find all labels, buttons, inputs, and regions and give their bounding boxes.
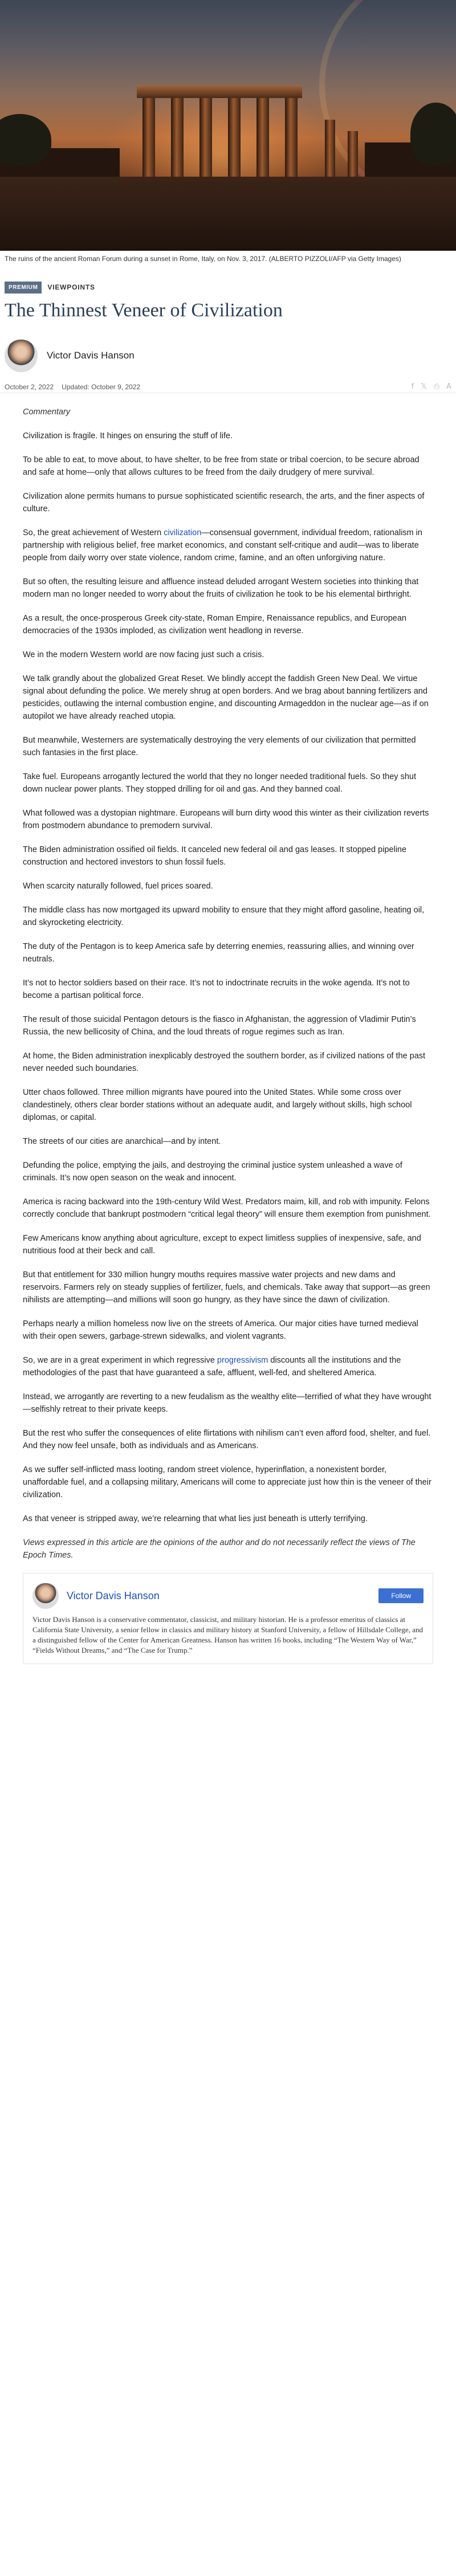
paragraph: The duty of the Pentagon is to keep America safe by deterring enemies, reassuring allies, and winning over neutrals.	[23, 942, 414, 964]
paragraph-text: So, the great achievement of Western	[23, 528, 164, 537]
bio-header	[32, 1583, 424, 1609]
ruin-column	[256, 98, 269, 182]
paragraph: But meanwhile, Westerners are systematically destroying the very elements of our civilization that permitted such fantasies in the first place.	[23, 736, 416, 757]
paragraph-text: So, we are in a great experiment in which regressive	[23, 1356, 217, 1365]
hero-caption: The ruins of the ancient Roman Forum during a sunset in Rome, Italy, on Nov. 3, 2017. (ALBERTO PIZZOLI/AFP via Getty Images)	[5, 255, 401, 263]
article-tags	[0, 275, 456, 294]
paragraph: Civilization is fragile. It hinges on ensuring the stuff of life.	[23, 431, 233, 441]
paragraph: But the rest who suffer the consequences of elite flirtations with nihilism can’t even afford food, shelter, and fuel. And they now feel unsafe, both as individuals and as Americans.	[23, 1429, 431, 1450]
paragraph: As we suffer self-inflicted mass looting, random street violence, hyperinflation, a nonexistent border, unaffordable fuel, and a collapsing military, Americans will come to appreciate just how thin is the veneer of their civilization.	[23, 1465, 431, 1499]
ruin-column	[348, 131, 358, 182]
avatar[interactable]	[32, 1583, 59, 1609]
tree-silhouette	[410, 103, 456, 165]
ruin-column	[171, 98, 184, 182]
paragraph: Take fuel. Europeans arrogantly lectured the world that they no longer needed traditional fuels. So they shut down nuclear power plants. They stopped drilling for oil and gas. And they banned coal.	[23, 772, 416, 794]
section-link[interactable]: VIEWPOINTS	[47, 283, 95, 291]
article-title: The Thinnest Veneer of Civilization	[5, 300, 283, 321]
paragraph: The middle class has now mortgaged its upward mobility to ensure that they might afford gasoline, heating oil, and skyrocketing electricity.	[23, 906, 425, 927]
tree-silhouette	[0, 114, 51, 165]
share-toolbar	[412, 382, 451, 391]
article-dates	[5, 383, 140, 391]
author-byline[interactable]	[0, 329, 456, 376]
paragraph: We in the modern Western world are now facing just such a crisis.	[23, 650, 264, 659]
article-meta	[0, 376, 456, 393]
ruin-column	[228, 98, 241, 182]
ruin-column	[142, 98, 155, 182]
paragraph-text: —consensual government, individual freedom, rationalism in partnership with religious belief, free market economics, and constant self-critique and audit—was to liberate people from daily worry over state violence, random crime, famine, and an often unforgiving nature.	[23, 528, 422, 563]
published-date: October 2, 2022	[5, 382, 54, 391]
print-icon[interactable]: ⎙	[433, 382, 440, 391]
paragraph: We talk grandly about the globalized Great Reset. We blindly accept the faddish Green New Deal. We virtue signal about defunding the police. We merely shrug at open borders. And we brag about banning fertilizers and pesticides, outlawing the internal combustion engine, and discounting Armageddon in the nuclear age—as if on autopilot we have already reached utopia.	[23, 674, 429, 721]
author-bio-card	[23, 1573, 433, 1664]
paragraph: But so often, the resulting leisure and affluence instead deluded arrogant Western societies into thinking that modern man no longer needed to worry about the fruits of civilization he took to be his elemental birthright.	[23, 577, 419, 599]
paragraph-text: discounts all the institutions and the methodologies of the past that have guaranteed a safe, affluent, well-fed, and sheltered America.	[23, 1356, 401, 1377]
paragraph: America is racing backward into the 19th-century Wild West. Predators maim, kill, and rob with impunity. Felons correctly conclude that bankrupt postmodern “critical legal theory” will ensure them exemption from punishment.	[23, 1197, 431, 1219]
temple-entablature	[137, 85, 302, 98]
paragraph: At home, the Biden administration inexplicably destroyed the southern border, as if civilized nations of the past never needed such boundaries.	[23, 1051, 426, 1073]
paragraph-with-link	[23, 527, 433, 564]
disclaimer: Views expressed in this article are the opinions of the author and do not necessarily reflect the views of The Epoch Times.	[23, 1538, 416, 1560]
paragraph: Few Americans know anything about agriculture, except to expect limitless supplies of inexpensive, safe, and nutritious food at their beck and call.	[23, 1234, 421, 1256]
paragraph-with-link	[23, 1354, 433, 1379]
paragraph: As a result, the once-prosperous Greek city-state, Roman Empire, Renaissance republics, and European democracies of the 1930s imploded, as civilization went headlong in reverse.	[23, 614, 406, 635]
paragraph: Perhaps nearly a million homeless now live on the streets of America. Our major cities have turned medieval with their open sewers, garbage-strewn sidewalks, and violent vagrants.	[23, 1319, 418, 1341]
paragraph: What followed was a dystopian nightmare. Europeans will burn dirty wood this winter as their civilization reverts from postmodern abundance to premodern survival.	[23, 809, 429, 830]
paragraph: Civilization alone permits humans to pursue sophisticated scientific research, the arts, and the finer aspects of culture.	[23, 492, 425, 513]
bio-text: Victor Davis Hanson is a conservative commentator, classicist, and military historian. He is a professor emeritus of classics at California State University, a senior fellow in classics and military history at Stanford University, a fellow of Hillsdale College, and a distinguished fellow of the Center for American Greatness. Hanson has written 16 books, including “The Western Way of War,” “Fields Without Dreams,” and “The Case for Trump.”	[32, 1615, 423, 1654]
paragraph: It’s not to hector soldiers based on their race. It’s not to indoctrinate recruits in the woke agenda. It’s not to become a partisan political force.	[23, 979, 410, 1000]
paragraph: The Biden administration ossified oil fields. It canceled new federal oil and gas leases. It stopped pipeline construction and hectored investors to shun fossil fuels.	[23, 845, 407, 867]
civilization-link[interactable]: civilization	[164, 528, 202, 537]
progressivism-link[interactable]: progressivism	[217, 1356, 268, 1365]
bio-author-name[interactable]: Victor Davis Hanson	[67, 1589, 160, 1601]
twitter-icon[interactable]: 𝕏	[421, 382, 427, 391]
paragraph: When scarcity naturally followed, fuel prices soared.	[23, 882, 213, 891]
hero-image	[0, 0, 456, 251]
paragraph: Instead, we arrogantly are reverting to a new feudalism as the wealthy elite—terrified of what they have wrought—selfishly retreat to their private keeps.	[23, 1392, 431, 1414]
author-name[interactable]: Victor Davis Hanson	[47, 350, 135, 361]
font-size-icon[interactable]: A	[446, 382, 451, 391]
paragraph: Defunding the police, emptying the jails, and destroying the criminal justice system unleashed a wave of criminals. It’s now open season on the weak and innocent.	[23, 1161, 402, 1183]
paragraph: The result of those suicidal Pentagon detours is the fiasco in Afghanistan, the aggression of Vladimir Putin’s Russia, the new bellicosity of China, and the loud threats of rogue regimes such as Iran.	[23, 1015, 416, 1037]
paragraph: As that veneer is stripped away, we’re relearning that what lies just beneath is utterly terrifying.	[23, 1514, 368, 1523]
article-label: Commentary	[23, 407, 70, 417]
ruin-column	[199, 98, 212, 182]
article-body	[0, 393, 456, 1562]
premium-badge[interactable]: PREMIUM	[5, 282, 42, 294]
paragraph: The streets of our cities are anarchical—and by intent.	[23, 1137, 221, 1146]
paragraph: But that entitlement for 330 million hungry mouths requires massive water projects and new dams and reservoirs. Farmers rely on steady supplies of fertilizer, fuels, and chemicals. Take away that support—as green nihilists are attempting—and millions will soon go hungry, as they have since the dawn of civilization.	[23, 1270, 430, 1305]
forum-ground	[0, 177, 456, 251]
follow-button[interactable]: Follow	[378, 1588, 424, 1603]
paragraph: To be able to eat, to move about, to have shelter, to be free from state or tribal coercion, to be secure abroad and safe at home—only that allows cultures to be freed from the daily drudgery of mere survival.	[23, 455, 420, 477]
ruin-column	[285, 98, 298, 182]
paragraph: Utter chaos followed. Three million migrants have poured into the United States. While some cross over clandestinely, others clear border stations without an adequate audit, and largely without skills, high school diplomas, or capital.	[23, 1088, 412, 1122]
updated-date: Updated: October 9, 2022	[62, 382, 141, 391]
facebook-icon[interactable]: f	[411, 382, 414, 391]
avatar[interactable]	[5, 339, 38, 372]
ruin-column	[325, 120, 335, 182]
